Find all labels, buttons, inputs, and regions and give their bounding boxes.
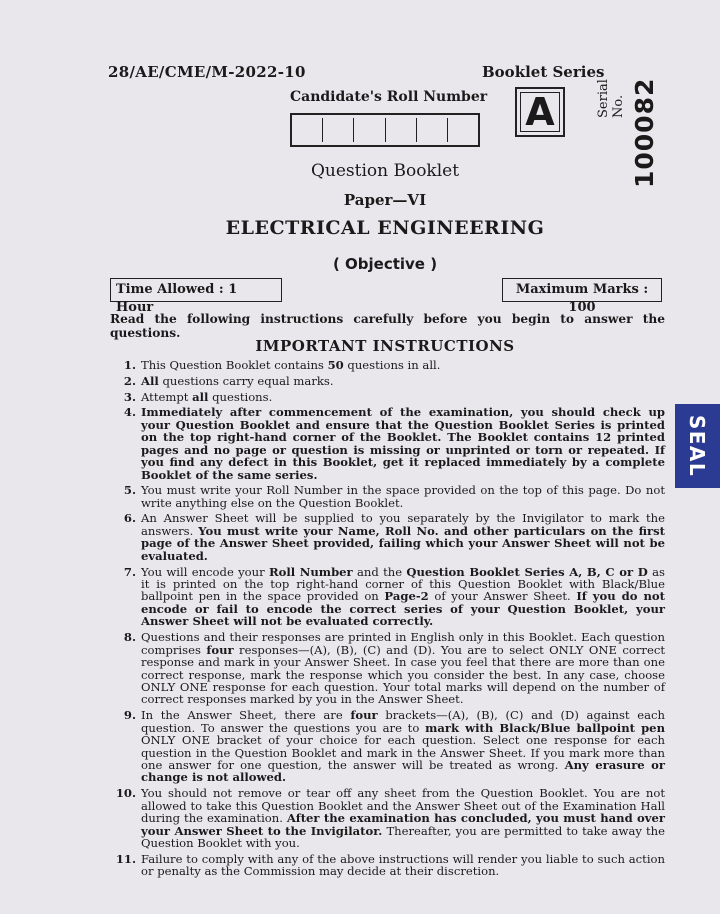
instruction-text-segment: questions in all. [343,358,441,372]
series-letter: A [525,90,555,134]
instruction-text-segment: If you do not encode or fail to encode the correct series of your Question Booklet, your Answer Sheet will not be evaluated correctly. [141,589,666,629]
instruction-text-segment: questions. [208,389,273,404]
instruction-text-segment: Immediately after commencement of the examination, you should check up your Question Booklet and ensure that the Question Booklet Series is printed on the top right-hand corner of the Booklet. The Booklet contains 12 printed pages and no page or question is missing or unprinted or torn or repeated. If you find any defect in this Booklet, get it replaced immediately by a complete Booklet of the same series. [141,405,665,482]
roll-number-cell[interactable] [417,118,448,142]
instruction-text-segment: four [350,708,378,723]
instruction-text-segment: all [192,389,209,404]
instruction-number: 3. [123,389,136,404]
serial-number-label: Serial No. [596,79,626,118]
instruction-text-segment: Questions and their responses are printed in English only in this Booklet. Each question comprises [141,630,665,657]
subject-title: ELECTRICAL ENGINEERING [225,217,545,239]
instruction-text-segment: You should not remove or tear off any sheet from the Question Booklet. You are not allowed to take this Question Booklet and the Answer Sheet out of the Examination Hall during the examination. [141,786,665,826]
instruction-text-segment: Any erasure or change is not allowed. [141,757,666,785]
roll-number-boxes[interactable] [290,113,480,147]
instruction-text-segment: mark with Black/Blue ballpoint pen [425,720,665,735]
instruction-number: 6. [123,511,136,526]
instruction-number: 8. [123,630,136,645]
instruction-item [110,375,665,387]
instruction-item [110,406,665,481]
instruction-text-segment: and the [352,564,407,579]
instruction-text-segment: You must write your Name, Roll No. and other particulars on the first page of the Answer Sheet provided, failing which your Answer Sheet will not be evaluated. [141,523,665,563]
instruction-text [141,375,665,387]
instruction-item [110,484,665,509]
instruction-text-segment: 50 [327,358,344,372]
serial-number: 100082 [630,77,659,188]
instruction-text [141,631,665,706]
instruction-number: 1. [123,358,136,372]
instruction-text [141,359,665,371]
instructions-list [110,359,665,881]
instruction-text-segment: responses—(A), (B), (C) and (D). You are to select ONLY ONE correct response and mark in your Answer Sheet. In case you feel that there are more than one correct response, mark the response which you consider the best. In any case, choose ONLY ONE response for each question. Your total marks will depend on the number of correct responses marked by you in the Answer Sheet. [141,642,665,707]
instruction-text-segment: Page-2 [384,589,429,604]
roll-number-label: Candidate's Roll Number [290,89,488,105]
roll-number-cell[interactable] [354,118,385,142]
instruction-text-segment: ONLY ONE bracket of your choice for each question. Select one response for each question in the Question Booklet and mark in the Answer Sheet. If you mark more than one answer for one question, the answer will be treated as wrong. [141,733,665,772]
instruction-item [110,631,665,706]
instruction-text [141,512,665,562]
instruction-number: 11. [115,851,136,866]
instructions-heading: IMPORTANT INSTRUCTIONS [255,337,515,355]
instruction-item [110,391,665,403]
exam-type: ( Objective ) [332,255,438,273]
instruction-item [110,787,665,849]
instruction-number: 5. [123,483,136,498]
instruction-text-segment: Failure to comply with any of the above instructions will render you liable to such action or penalty as the Commission may decide at their discretion. [141,851,665,879]
instruction-text-segment: After the examination has concluded, you must hand over your Answer Sheet to the Invigilator. [141,811,665,838]
instruction-text-segment: of your Answer Sheet. [428,589,577,604]
instruction-number: 10. [115,786,136,801]
seal-tab [675,404,720,488]
instruction-text [141,484,665,509]
instruction-text [141,566,665,628]
instruction-item [110,512,665,562]
instruction-text-segment: as it is printed on the top right-hand corner of this Question Booklet with Black/Blue ballpoint pen in the space provided on [141,564,666,604]
roll-number-cell[interactable] [292,118,323,142]
instruction-item [110,709,665,784]
instruction-item [110,853,665,878]
instruction-text [141,406,665,481]
instruction-text-segment: four [206,642,234,657]
instruction-text-segment: You will encode your [141,564,269,579]
instruction-text-segment: In the Answer Sheet, there are [141,708,351,723]
instruction-number: 4. [123,405,136,420]
booklet-code: 28/AE/CME/M-2022-10 [108,63,306,81]
read-instruction-note: Read the following instructions carefully before you begin to answer the questions. [110,312,665,340]
instruction-text [141,853,665,878]
instruction-number: 7. [123,564,136,579]
instruction-text-segment: Roll Number [268,564,353,579]
instruction-text-segment: This Question Booklet contains [141,358,328,372]
instruction-text-segment: brackets—(A), (B), (C) and (D) against each question. To answer the questions you are to [141,708,665,735]
time-allowed: Time Allowed : 1 Hour [110,278,282,302]
instruction-text [141,391,665,403]
instruction-number: 9. [123,708,136,723]
instruction-text-segment: You must write your Roll Number in the space provided on the top of this page. Do not write anything else on the Question Booklet. [141,483,665,510]
instruction-text-segment: questions carry equal marks. [158,373,334,388]
instruction-text-segment: All [141,373,159,388]
seal-label: SEAL [685,414,710,478]
booklet-title: Question Booklet [310,161,460,181]
instruction-text-segment: Attempt [141,389,193,404]
maximum-marks: Maximum Marks : 100 [502,278,662,302]
instruction-item [110,359,665,371]
roll-number-cell[interactable] [323,118,354,142]
roll-number-cell[interactable] [386,118,417,142]
roll-number-cell[interactable] [448,118,478,142]
booklet-series-label: Booklet Series [482,63,605,81]
series-letter-box [515,87,565,137]
instruction-text-segment: Thereafter, you are permitted to take away the Question Booklet with you. [141,823,665,850]
instruction-text [141,787,665,849]
instruction-text-segment: An Answer Sheet will be supplied to you separately by the Invigilator to mark the answers. [141,511,665,538]
instruction-item [110,566,665,628]
instruction-text-segment: Question Booklet Series A, B, C or D [406,564,648,579]
instruction-number: 2. [123,373,136,388]
instruction-text [141,709,665,784]
paper-number: Paper—VI [343,191,427,209]
